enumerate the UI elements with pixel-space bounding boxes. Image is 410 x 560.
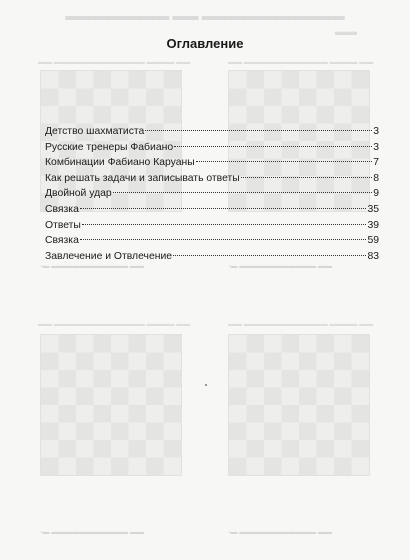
toc-entry-page: 59 bbox=[367, 235, 379, 247]
bleed-through-caption: ▬▬ ▬▬▬▬▬▬▬▬▬▬▬▬ ▬▬▬▬ ▬▬ bbox=[228, 58, 374, 66]
toc-entry[interactable] bbox=[45, 155, 379, 171]
toc-entry[interactable] bbox=[45, 171, 379, 187]
bleed-through-heading: ▬▬▬▬▬▬▬▬ ▬▬ ▬▬▬▬▬▬▬▬▬▬▬ bbox=[65, 8, 345, 23]
toc-entry[interactable] bbox=[45, 218, 379, 234]
toc-entry-page: 9 bbox=[373, 188, 379, 200]
bleed-through-board-caption: ▫▬ ▬▬▬▬▬▬▬▬▬▬▬ ▬▬ bbox=[40, 528, 144, 536]
dot-leader bbox=[173, 255, 366, 256]
dot-leader bbox=[80, 208, 367, 209]
toc-entry[interactable] bbox=[45, 140, 379, 156]
bleed-through-caption: ▬▬ ▬▬▬▬▬▬▬▬▬▬▬▬▬ ▬▬▬▬ ▬▬ bbox=[38, 320, 191, 328]
toc-entry-title: Русские тренеры Фабиано bbox=[45, 141, 174, 153]
toc-entry-title: Связка bbox=[45, 203, 79, 215]
bleed-through-caption: ▬▬ ▬▬▬▬▬▬▬▬▬▬▬▬▬ ▬▬▬▬ ▬▬ bbox=[38, 58, 191, 66]
toc-entry-title: Комбинации Фабиано Каруаны bbox=[45, 157, 195, 169]
toc-entry-page: 7 bbox=[373, 157, 379, 169]
toc-entry-page: 35 bbox=[367, 203, 379, 215]
dot-leader bbox=[82, 224, 367, 225]
dot-leader bbox=[174, 146, 372, 147]
dot-leader bbox=[196, 161, 372, 162]
toc-entry-page: 8 bbox=[373, 172, 379, 184]
dot-leader bbox=[113, 192, 373, 193]
toc-heading: Оглавление bbox=[166, 36, 244, 51]
bleed-through-page-number: ▬▬ bbox=[335, 26, 357, 38]
toc-entry-title: Ответы bbox=[45, 219, 81, 231]
bleed-through-chessboard bbox=[40, 334, 182, 476]
bleed-through-board-caption: ▫▬ ▬▬▬▬▬▬▬▬▬▬▬ ▬▬ bbox=[40, 262, 144, 270]
toc-entry-title: Двойной удар bbox=[45, 188, 112, 200]
toc-entry-title: Связка bbox=[45, 235, 79, 247]
toc-entry[interactable] bbox=[45, 249, 379, 265]
toc-entry[interactable] bbox=[45, 186, 379, 202]
toc-entry[interactable] bbox=[45, 124, 379, 140]
dot-leader bbox=[80, 239, 367, 240]
bleed-through-board-caption: ▫▬ ▬▬▬▬▬▬▬▬▬▬▬ ▬▬ bbox=[228, 528, 332, 536]
toc-entry-page: 3 bbox=[373, 141, 379, 153]
toc-entry-page: 3 bbox=[373, 126, 379, 137]
bleed-through-board-caption: ▫▬ ▬▬▬▬▬▬▬▬▬▬▬ ▬▬ bbox=[228, 262, 332, 270]
toc-entry[interactable] bbox=[45, 202, 379, 218]
toc-entry-page: 83 bbox=[367, 250, 379, 262]
printing-speck bbox=[205, 384, 207, 386]
bleed-through-caption: ▬▬ ▬▬▬▬▬▬▬▬▬▬▬▬ ▬▬▬▬ ▬▬ bbox=[228, 320, 374, 328]
toc-entry[interactable] bbox=[45, 233, 379, 249]
toc-entry-page: 39 bbox=[367, 219, 379, 231]
bleed-through-chessboard bbox=[228, 334, 370, 476]
dot-leader bbox=[241, 177, 372, 178]
table-of-contents bbox=[45, 124, 379, 264]
toc-entry-title: Как решать задачи и записывать ответы bbox=[45, 172, 240, 184]
toc-entry-title: Завлечение и Отвлечение bbox=[45, 250, 173, 262]
dot-leader bbox=[145, 130, 372, 131]
toc-entry-title: Детство шахматиста bbox=[45, 126, 145, 137]
